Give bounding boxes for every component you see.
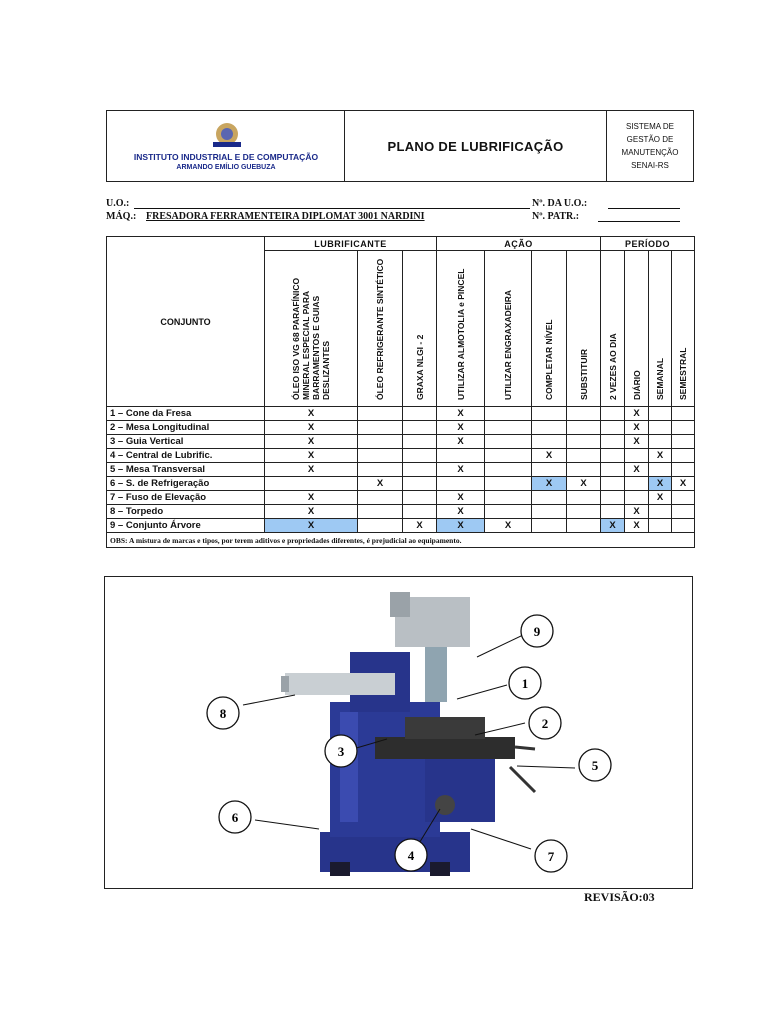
column-header-label: ÓLEO ISO VG 68 PARAFÍNICO MINERAL ESPECIAL PARA BARRAMENTOS E GUIAS DESLIZANTES [291, 277, 331, 400]
table-cell: X [649, 477, 672, 491]
group-lubrificante: LUBRIFICANTE [265, 237, 437, 251]
machine-foot [430, 862, 450, 876]
table-cell: X [265, 463, 358, 477]
table-cell [672, 449, 695, 463]
table-cell [567, 505, 601, 519]
table-cell: X [625, 407, 649, 421]
table-row [107, 463, 695, 477]
milling-machine-illustration [105, 577, 692, 888]
table-cell [625, 449, 649, 463]
row-label: 2 – Mesa Longitudinal [107, 421, 265, 435]
row-label: 6 – S. de Refrigeração [107, 477, 265, 491]
row-label: 4 – Central de Lubrific. [107, 449, 265, 463]
system-line: MANUTENÇÃO [621, 148, 679, 157]
table-cell [485, 491, 532, 505]
table-cell: X [625, 435, 649, 449]
table-cell: X [672, 477, 695, 491]
callout-label: 1 [521, 676, 529, 691]
table-cell [672, 463, 695, 477]
table-cell [358, 505, 403, 519]
callout-label: 8 [219, 706, 227, 721]
table-cell: X [265, 519, 358, 533]
column-header-label: UTILIZAR ALMOTOLIA e PINCEL [455, 268, 466, 400]
table-cell: X [532, 449, 567, 463]
table-cell [485, 463, 532, 477]
institute-name: INSTITUTO INDUSTRIAL E DE COMPUTAÇÃO [133, 152, 319, 162]
table-cell: X [265, 435, 358, 449]
row-label: 7 – Fuso de Elevação [107, 491, 265, 505]
table-cell [403, 449, 437, 463]
document-header [106, 110, 694, 182]
table-cell [649, 407, 672, 421]
table-cell: X [625, 519, 649, 533]
table-cell [403, 407, 437, 421]
table-cell: X [265, 505, 358, 519]
system-cell [607, 111, 693, 181]
column-header-label: COMPLETAR NÍVEL [544, 319, 554, 400]
table-cell [532, 519, 567, 533]
table-cell [601, 463, 625, 477]
table-row [107, 449, 695, 463]
quill [425, 647, 447, 702]
table-cell: X [437, 421, 485, 435]
table-cell [601, 491, 625, 505]
group-periodo: PERÍODO [601, 237, 695, 251]
overarm-end [281, 676, 289, 692]
table-cell: X [437, 463, 485, 477]
table-row [107, 435, 695, 449]
table-row [107, 491, 695, 505]
table-cell [437, 449, 485, 463]
table-cell: X [265, 421, 358, 435]
table-cell [625, 491, 649, 505]
table-row [107, 407, 695, 421]
table-cell [403, 505, 437, 519]
table-cell [532, 505, 567, 519]
machine-figure [104, 576, 693, 889]
table-cell: X [265, 449, 358, 463]
machine-foot [330, 862, 350, 876]
table-cell: X [649, 491, 672, 505]
table-cell [532, 463, 567, 477]
table-cell [485, 477, 532, 491]
institute-subtitle: ARMANDO EMÍLIO GUEBUZA [176, 164, 276, 171]
table-cell: X [437, 519, 485, 533]
table-row [107, 477, 695, 491]
table-cell [672, 505, 695, 519]
lubrication-table [106, 236, 695, 548]
table-cell: X [625, 421, 649, 435]
npatr-label: Nº. PATR.: [532, 211, 580, 222]
group-acao: AÇÃO [437, 237, 601, 251]
machine-knee [425, 752, 495, 822]
column-header [625, 251, 649, 407]
table-cell [601, 421, 625, 435]
maq-value: FRESADORA FERRAMENTEIRA DIPLOMAT 3001 NARDINI [146, 211, 425, 222]
table-cell: X [403, 519, 437, 533]
table-cell [567, 407, 601, 421]
table-cell: X [625, 505, 649, 519]
table-cell [265, 477, 358, 491]
column-header-label: SEMANAL [655, 357, 665, 400]
table-cell [567, 463, 601, 477]
row-label: 8 – Torpedo [107, 505, 265, 519]
table-cell: X [437, 435, 485, 449]
column-header-label: GRAXA NLGI - 2 [414, 334, 425, 400]
institute-cell [107, 111, 345, 181]
row-label: 5 – Mesa Transversal [107, 463, 265, 477]
column-header [437, 251, 485, 407]
nda-field[interactable] [608, 208, 680, 209]
table-cell [358, 491, 403, 505]
table-cell [485, 407, 532, 421]
table-cell: X [437, 407, 485, 421]
table-cell [649, 435, 672, 449]
column-header [532, 251, 567, 407]
callout-label: 7 [547, 849, 555, 864]
table-cell [358, 435, 403, 449]
column-header [358, 251, 403, 407]
npatr-field[interactable] [598, 221, 680, 222]
table-cell: X [358, 477, 403, 491]
table-cell [358, 421, 403, 435]
callout-label: 3 [337, 744, 345, 759]
table-cell: X [532, 477, 567, 491]
table-cell: X [265, 407, 358, 421]
table-cell: X [625, 463, 649, 477]
table-cell [437, 477, 485, 491]
table-cell [567, 491, 601, 505]
callout-label: 9 [533, 624, 541, 639]
table-cell [601, 407, 625, 421]
uo-label: U.O.: [106, 198, 130, 209]
table-cell [601, 449, 625, 463]
conjunto-header: CONJUNTO [107, 237, 265, 407]
table-cell [672, 491, 695, 505]
row-label: 1 – Cone da Fresa [107, 407, 265, 421]
table-cell [672, 519, 695, 533]
table-cell [532, 407, 567, 421]
table-cell [358, 463, 403, 477]
callout-label: 4 [407, 848, 415, 863]
column-header [403, 251, 437, 407]
column-header-label: DIÁRIO [631, 370, 642, 400]
row-label: 9 – Conjunto Árvore [107, 519, 265, 533]
callout-label: 6 [231, 810, 239, 825]
nda-label: Nº. DA U.O.: [532, 198, 588, 209]
column-header-label: ÓLEO REFRIGERANTE SINTÉTICO [375, 258, 385, 400]
column-header [672, 251, 695, 407]
revision-label: REVISÃO:03 [584, 890, 655, 904]
table-cell [485, 435, 532, 449]
table-cell: X [485, 519, 532, 533]
system-line: SENAI-RS [631, 161, 669, 170]
column-header-label: UTILIZAR ENGRAXADEIRA [503, 289, 513, 400]
title-cell [345, 111, 607, 181]
table-cell [403, 477, 437, 491]
table-cell [358, 519, 403, 533]
obs-note: OBS: A mistura de marcas e tipos, por terem aditivos e propriedades diferentes, é prejudicial ao equipamento. [107, 533, 695, 548]
table-cell [485, 421, 532, 435]
column-header-label: SUBSTITUIR [578, 349, 589, 400]
table-cell: X [265, 491, 358, 505]
column-header-label: SEMESTRAL [678, 347, 688, 400]
table-cell [672, 435, 695, 449]
table-row [107, 519, 695, 533]
callout-label: 2 [541, 716, 549, 731]
callout-label: 5 [591, 758, 599, 773]
table-cell [532, 491, 567, 505]
table-cell: X [601, 519, 625, 533]
table-cell [567, 519, 601, 533]
uo-field[interactable] [134, 208, 530, 209]
table-cell [601, 435, 625, 449]
table-row [107, 505, 695, 519]
motor [390, 592, 410, 617]
page-title: PLANO DE LUBRIFICAÇÃO [387, 138, 564, 154]
column-header [567, 251, 601, 407]
table-cell [649, 421, 672, 435]
table-cell: X [649, 449, 672, 463]
column-header [649, 251, 672, 407]
table-cell [403, 421, 437, 435]
table-cell: X [567, 477, 601, 491]
table-cell [485, 505, 532, 519]
table-cell [601, 505, 625, 519]
table-cell [649, 505, 672, 519]
table-cell [485, 449, 532, 463]
table-cell [403, 435, 437, 449]
column-header-label: 2 VEZES AO DIA [607, 333, 618, 400]
table-cell [567, 435, 601, 449]
column-header [265, 251, 358, 407]
table-cell [358, 449, 403, 463]
system-line: SISTEMA DE [625, 122, 674, 131]
table-cell [358, 407, 403, 421]
table-cell [567, 449, 601, 463]
table-cell [532, 435, 567, 449]
table-cell [649, 519, 672, 533]
table-row [107, 421, 695, 435]
vise [405, 717, 485, 739]
table-cell: X [437, 491, 485, 505]
column-header [601, 251, 625, 407]
institute-logo-icon [211, 119, 243, 149]
table-cell [672, 421, 695, 435]
row-label: 3 – Guia Vertical [107, 435, 265, 449]
maq-label: MÁQ.: [106, 211, 137, 222]
table-cell [672, 407, 695, 421]
table-cell: X [437, 505, 485, 519]
table-cell [403, 491, 437, 505]
overarm [285, 673, 395, 695]
table-cell [601, 477, 625, 491]
system-line: GESTÃO DE [626, 135, 674, 144]
table-cell [649, 463, 672, 477]
table-cell [567, 421, 601, 435]
machine-table [375, 737, 515, 759]
obs-row [107, 533, 695, 548]
column-header [485, 251, 532, 407]
table-cell [403, 463, 437, 477]
table-cell [532, 421, 567, 435]
table-cell [625, 477, 649, 491]
